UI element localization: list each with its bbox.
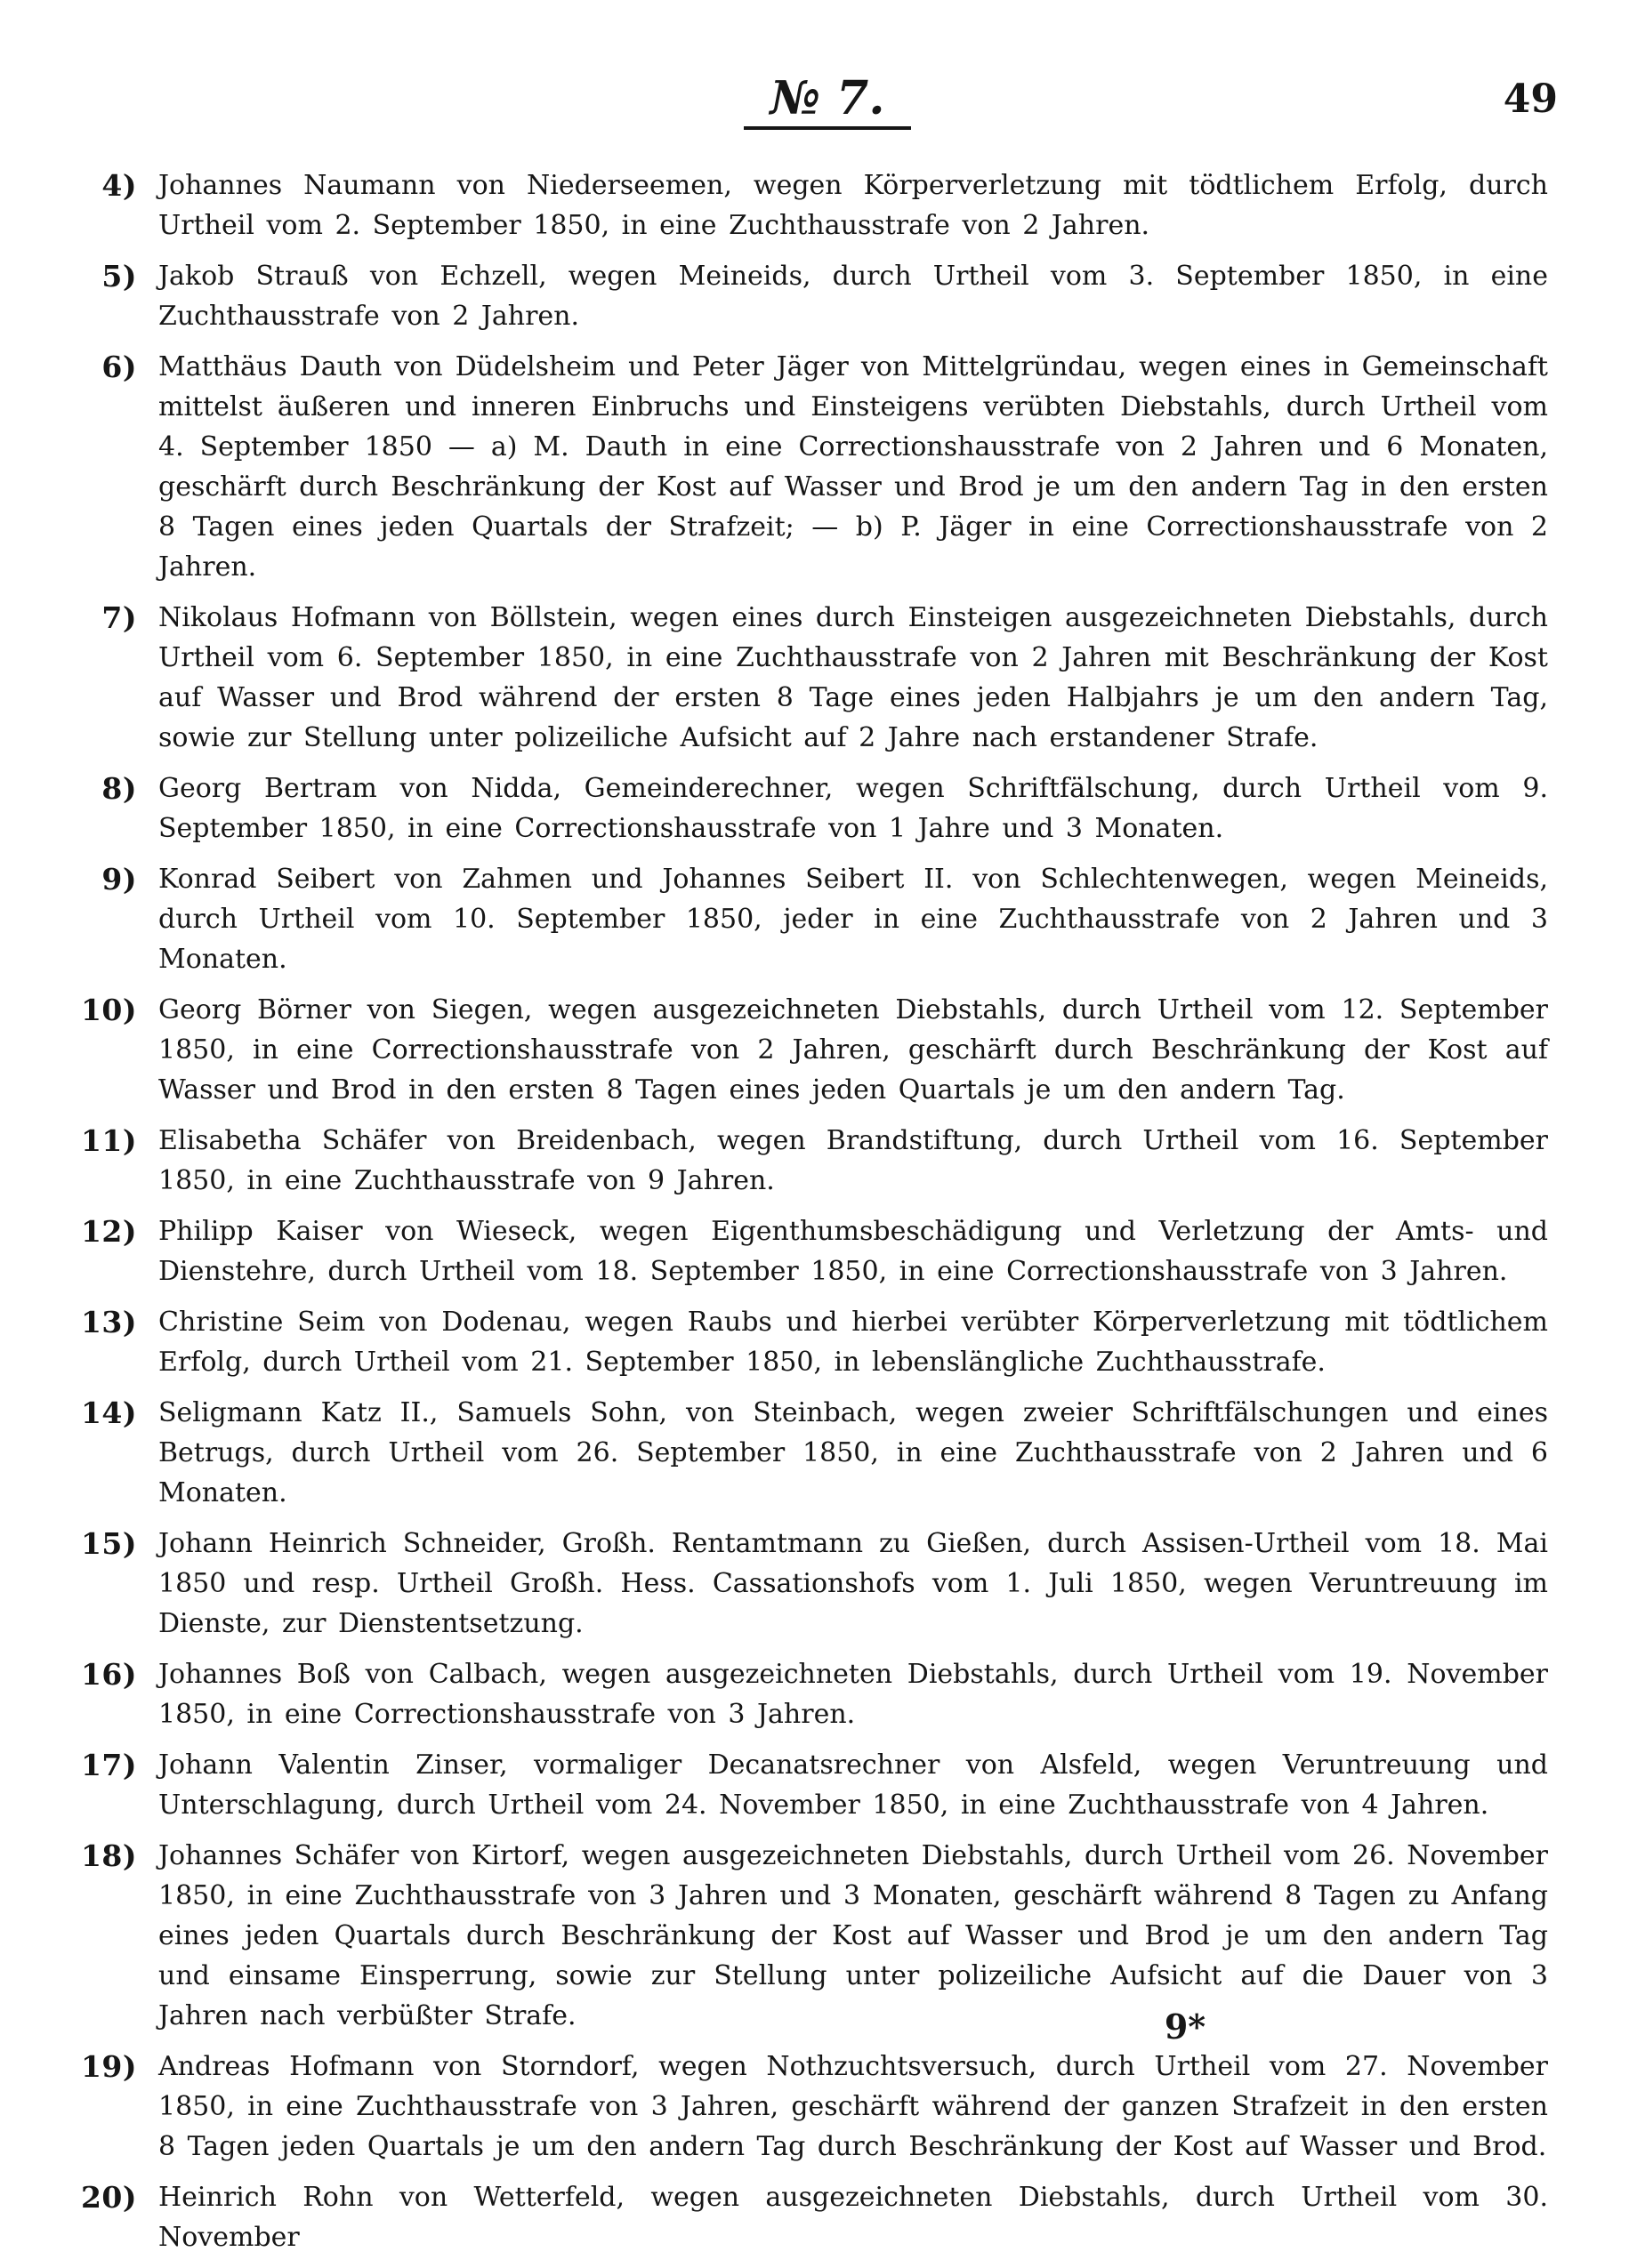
entry-text: Andreas Hofmann von Storndorf, wegen Nothzuchtsversuch, durch Urtheil vom 27. November 1850, in eine Zuchthausstrafe von 3 Jahren, geschärft während der ganzen Strafzeit in den ersten 8 Tagen jeden Quartals je um den andern Tag durch Beschränkung der Kost auf Wasser und Brod. [158,2051,1548,2162]
list-item [53,256,1548,336]
entry-text: Konrad Seibert von Zahmen und Johannes Seibert II. von Schlechtenwegen, wegen Meineids, durch Urtheil vom 10. September 1850, jeder in eine Zuchthausstrafe von 2 Jahren und 3 Monaten. [158,864,1548,975]
list-item [53,1836,1548,2036]
list-item [53,1524,1548,1644]
list-item [53,347,1548,587]
entry-number: 4) [101,168,137,203]
list-item [53,165,1548,245]
list-item [53,1121,1548,1201]
entry-number: 20) [80,2180,137,2215]
entry-number: 17) [80,1748,137,1782]
page-header [0,64,1629,135]
entry-text: Johannes Boß von Calbach, wegen ausgezeichneten Diebstahls, durch Urtheil vom 19. November 1850, in eine Correctionshausstrafe von 3 Jahren. [158,1659,1548,1730]
entry-number: 18) [80,1838,137,1873]
entry-text: Johann Heinrich Schneider, Großh. Rentamtmann zu Gießen, durch Assisen-Urtheil vom 18. Mai 1850 und resp. Urtheil Großh. Hess. Cassationshofs vom 1. Juli 1850, wegen Veruntreuung im Dienste, zur Dienstentsetzung. [158,1528,1548,1639]
entry-number: 12) [80,1214,137,1249]
entry-number: 11) [80,1123,137,1158]
entry-text: Nikolaus Hofmann von Böllstein, wegen eines durch Einsteigen ausgezeichneten Diebstahls, durch Urtheil vom 6. September 1850, in eine Zuchthausstrafe von 2 Jahren mit Beschränkung der Kost auf Wasser und Brod während der ersten 8 Tage eines jeden Halbjahrs je um den andern Tag, sowie zur Stellung unter polizeiliche Aufsicht auf 2 Jahre nach erstandener Strafe. [158,602,1548,753]
verdict-list [53,165,1548,2268]
list-item [53,1211,1548,1291]
entry-text: Johann Valentin Zinser, vormaliger Decanatsrechner von Alsfeld, wegen Veruntreuung und Unterschlagung, durch Urtheil vom 24. November 1850, in eine Zuchthausstrafe von 4 Jahren. [158,1749,1548,1821]
list-item [53,1745,1548,1825]
entry-text: Johannes Naumann von Niederseemen, wegen Körperverletzung mit tödtlichem Erfolg, durch Urtheil vom 2. September 1850, in eine Zuchthausstrafe von 2 Jahren. [158,170,1548,241]
entry-number: 15) [80,1526,137,1561]
entry-number: 7) [101,600,137,635]
entry-number: 13) [80,1305,137,1339]
issue-number: № 7. [744,71,911,130]
entry-number: 16) [80,1657,137,1692]
entry-number: 9) [101,862,137,897]
entry-number: 8) [101,771,137,806]
entry-text: Georg Bertram von Nidda, Gemeinderechner, wegen Schriftfälschung, durch Urtheil vom 9. September 1850, in eine Correctionshausstrafe von 1 Jahre und 3 Monaten. [158,773,1548,844]
entry-text: Seligmann Katz II., Samuels Sohn, von Steinbach, wegen zweier Schriftfälschungen und eines Betrugs, durch Urtheil vom 26. September 1850, in eine Zuchthausstrafe von 2 Jahren und 6 Monaten. [158,1397,1548,1508]
entry-text: Elisabetha Schäfer von Breidenbach, wegen Brandstiftung, durch Urtheil vom 16. September 1850, in eine Zuchthausstrafe von 9 Jahren. [158,1125,1548,1196]
list-item [53,1654,1548,1734]
entry-number: 10) [80,993,137,1027]
entry-number: 5) [101,259,137,294]
list-item [53,768,1548,848]
entry-text: Heinrich Rohn von Wetterfeld, wegen ausgezeichneten Diebstahls, durch Urtheil vom 30. November [158,2182,1548,2253]
list-item [53,859,1548,979]
list-item [53,2177,1548,2257]
entry-text: Jakob Strauß von Echzell, wegen Meineids, durch Urtheil vom 3. September 1850, in eine Zuchthausstrafe von 2 Jahren. [158,261,1548,332]
entry-text: Georg Börner von Siegen, wegen ausgezeichneten Diebstahls, durch Urtheil vom 12. September 1850, in eine Correctionshausstrafe von 2 Jahren, geschärft durch Beschränkung der Kost auf Wasser und Brod in den ersten 8 Tagen eines jeden Quartals je um den andern Tag. [158,994,1548,1106]
list-item [53,598,1548,758]
signature-mark: 9* [1164,2007,1206,2047]
entry-text: Johannes Schäfer von Kirtorf, wegen ausgezeichneten Diebstahls, durch Urtheil vom 26. November 1850, in eine Zuchthausstrafe von 3 Jahren und 3 Monaten, geschärft während 8 Tagen zu Anfang eines jeden Quartals durch Beschränkung der Kost auf Wasser und Brod je um den andern Tag und einsame Einsperrung, sowie zur Stellung unter polizeiliche Aufsicht auf die Dauer von 3 Jahren nach verbüßter Strafe. [158,1840,1548,2031]
entry-text: Philipp Kaiser von Wieseck, wegen Eigenthumsbeschädigung und Verletzung der Amts- und Dienstehre, durch Urtheil vom 18. September 1850, in eine Correctionshausstrafe von 3 Jahren. [158,1216,1548,1287]
list-item [53,1393,1548,1513]
entry-number: 6) [101,350,137,384]
entry-number: 19) [80,2049,137,2084]
page-number: 49 [1503,76,1558,122]
entry-number: 14) [80,1395,137,1430]
list-item [53,990,1548,1110]
list-item [53,1302,1548,1382]
entry-text: Christine Seim von Dodenau, wegen Raubs und hierbei verübter Körperverletzung mit tödtlichem Erfolg, durch Urtheil vom 21. September 1850, in lebenslängliche Zuchthausstrafe. [158,1307,1548,1378]
entry-text: Matthäus Dauth von Düdelsheim und Peter Jäger von Mittelgründau, wegen eines in Gemeinschaft mittelst äußeren und inneren Einbruchs und Einsteigens verübten Diebstahls, durch Urtheil vom 4. September 1850 — a) M. Dauth in eine Correctionshausstrafe von 2 Jahren und 6 Monaten, geschärft durch Beschränkung der Kost auf Wasser und Brod je um den andern Tag in den ersten 8 Tagen eines jeden Quartals der Strafzeit; — b) P. Jäger in eine Correctionshausstrafe von 2 Jahren. [158,351,1548,583]
